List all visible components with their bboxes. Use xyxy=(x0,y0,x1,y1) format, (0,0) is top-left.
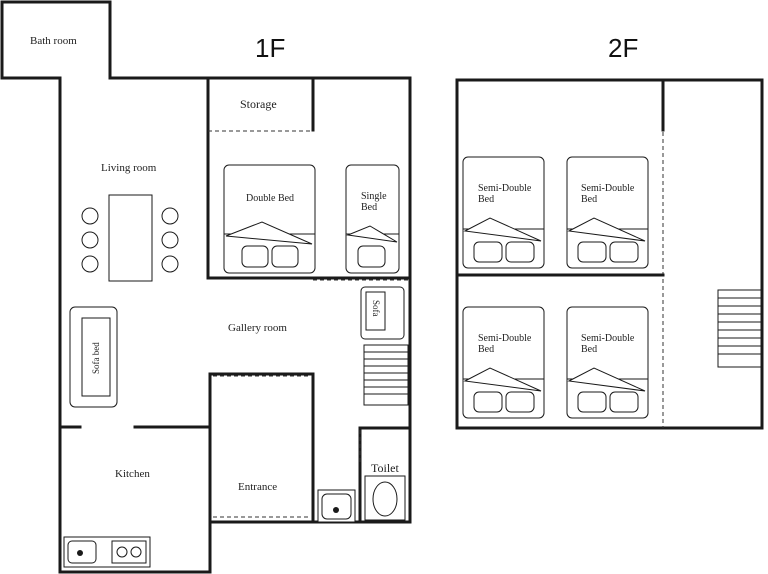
svg-text:Bed: Bed xyxy=(581,194,598,205)
svg-text:Bed: Bed xyxy=(478,344,495,355)
kitchen-counter xyxy=(64,537,150,567)
entrance-wall xyxy=(210,374,313,572)
single-bed-label-2: Bed xyxy=(361,202,378,213)
svg-text:Semi-Double: Semi-Double xyxy=(581,183,635,194)
pillow xyxy=(272,246,298,267)
dining-table xyxy=(82,195,178,281)
stool xyxy=(82,256,98,272)
semi-double-bed xyxy=(567,157,648,268)
sofa-bed-label: Sofa bed xyxy=(91,342,101,374)
bath-room-label: Bath room xyxy=(30,35,77,47)
double-bed xyxy=(224,165,315,273)
pillow xyxy=(358,246,385,267)
svg-text:Semi-Double: Semi-Double xyxy=(478,333,532,344)
stool xyxy=(162,256,178,272)
stool xyxy=(162,208,178,224)
entrance-label: Entrance xyxy=(238,481,278,493)
drain xyxy=(333,507,339,513)
single-bed-label-1: Single xyxy=(361,191,387,202)
first-floor xyxy=(2,2,410,572)
single-bed xyxy=(346,165,399,273)
semi-double-bed xyxy=(567,307,648,418)
toilet-label: Toilet xyxy=(371,461,399,475)
sofa-bed xyxy=(70,307,117,407)
kitchen-label: Kitchen xyxy=(115,468,150,480)
stool xyxy=(82,232,98,248)
sofa xyxy=(361,287,404,339)
burner xyxy=(131,547,141,557)
floor-label-1f: 1F xyxy=(255,33,286,63)
gallery-room-label: Gallery room xyxy=(228,322,287,334)
svg-text:Bed: Bed xyxy=(581,344,598,355)
stool xyxy=(82,208,98,224)
stool xyxy=(162,232,178,248)
double-bed-label: Double Bed xyxy=(246,193,295,204)
pillow xyxy=(242,246,268,267)
svg-text:Bed: Bed xyxy=(478,194,495,205)
stairs-1f xyxy=(364,345,408,405)
drain xyxy=(77,550,83,556)
semi-double-bed xyxy=(463,157,544,268)
burner xyxy=(117,547,127,557)
svg-text:Semi-Double: Semi-Double xyxy=(581,333,635,344)
sofa-label: Sofa xyxy=(371,300,381,317)
washbasin xyxy=(318,490,355,522)
second-floor xyxy=(457,33,762,428)
svg-text:Semi-Double: Semi-Double xyxy=(478,183,532,194)
stairs-2f xyxy=(718,290,761,367)
semi-double-bed xyxy=(463,307,544,418)
toilet-bowl xyxy=(365,476,405,520)
living-room-label: Living room xyxy=(101,162,157,174)
storage-label: Storage xyxy=(240,97,277,111)
floor-label-2f: 2F xyxy=(608,33,639,63)
